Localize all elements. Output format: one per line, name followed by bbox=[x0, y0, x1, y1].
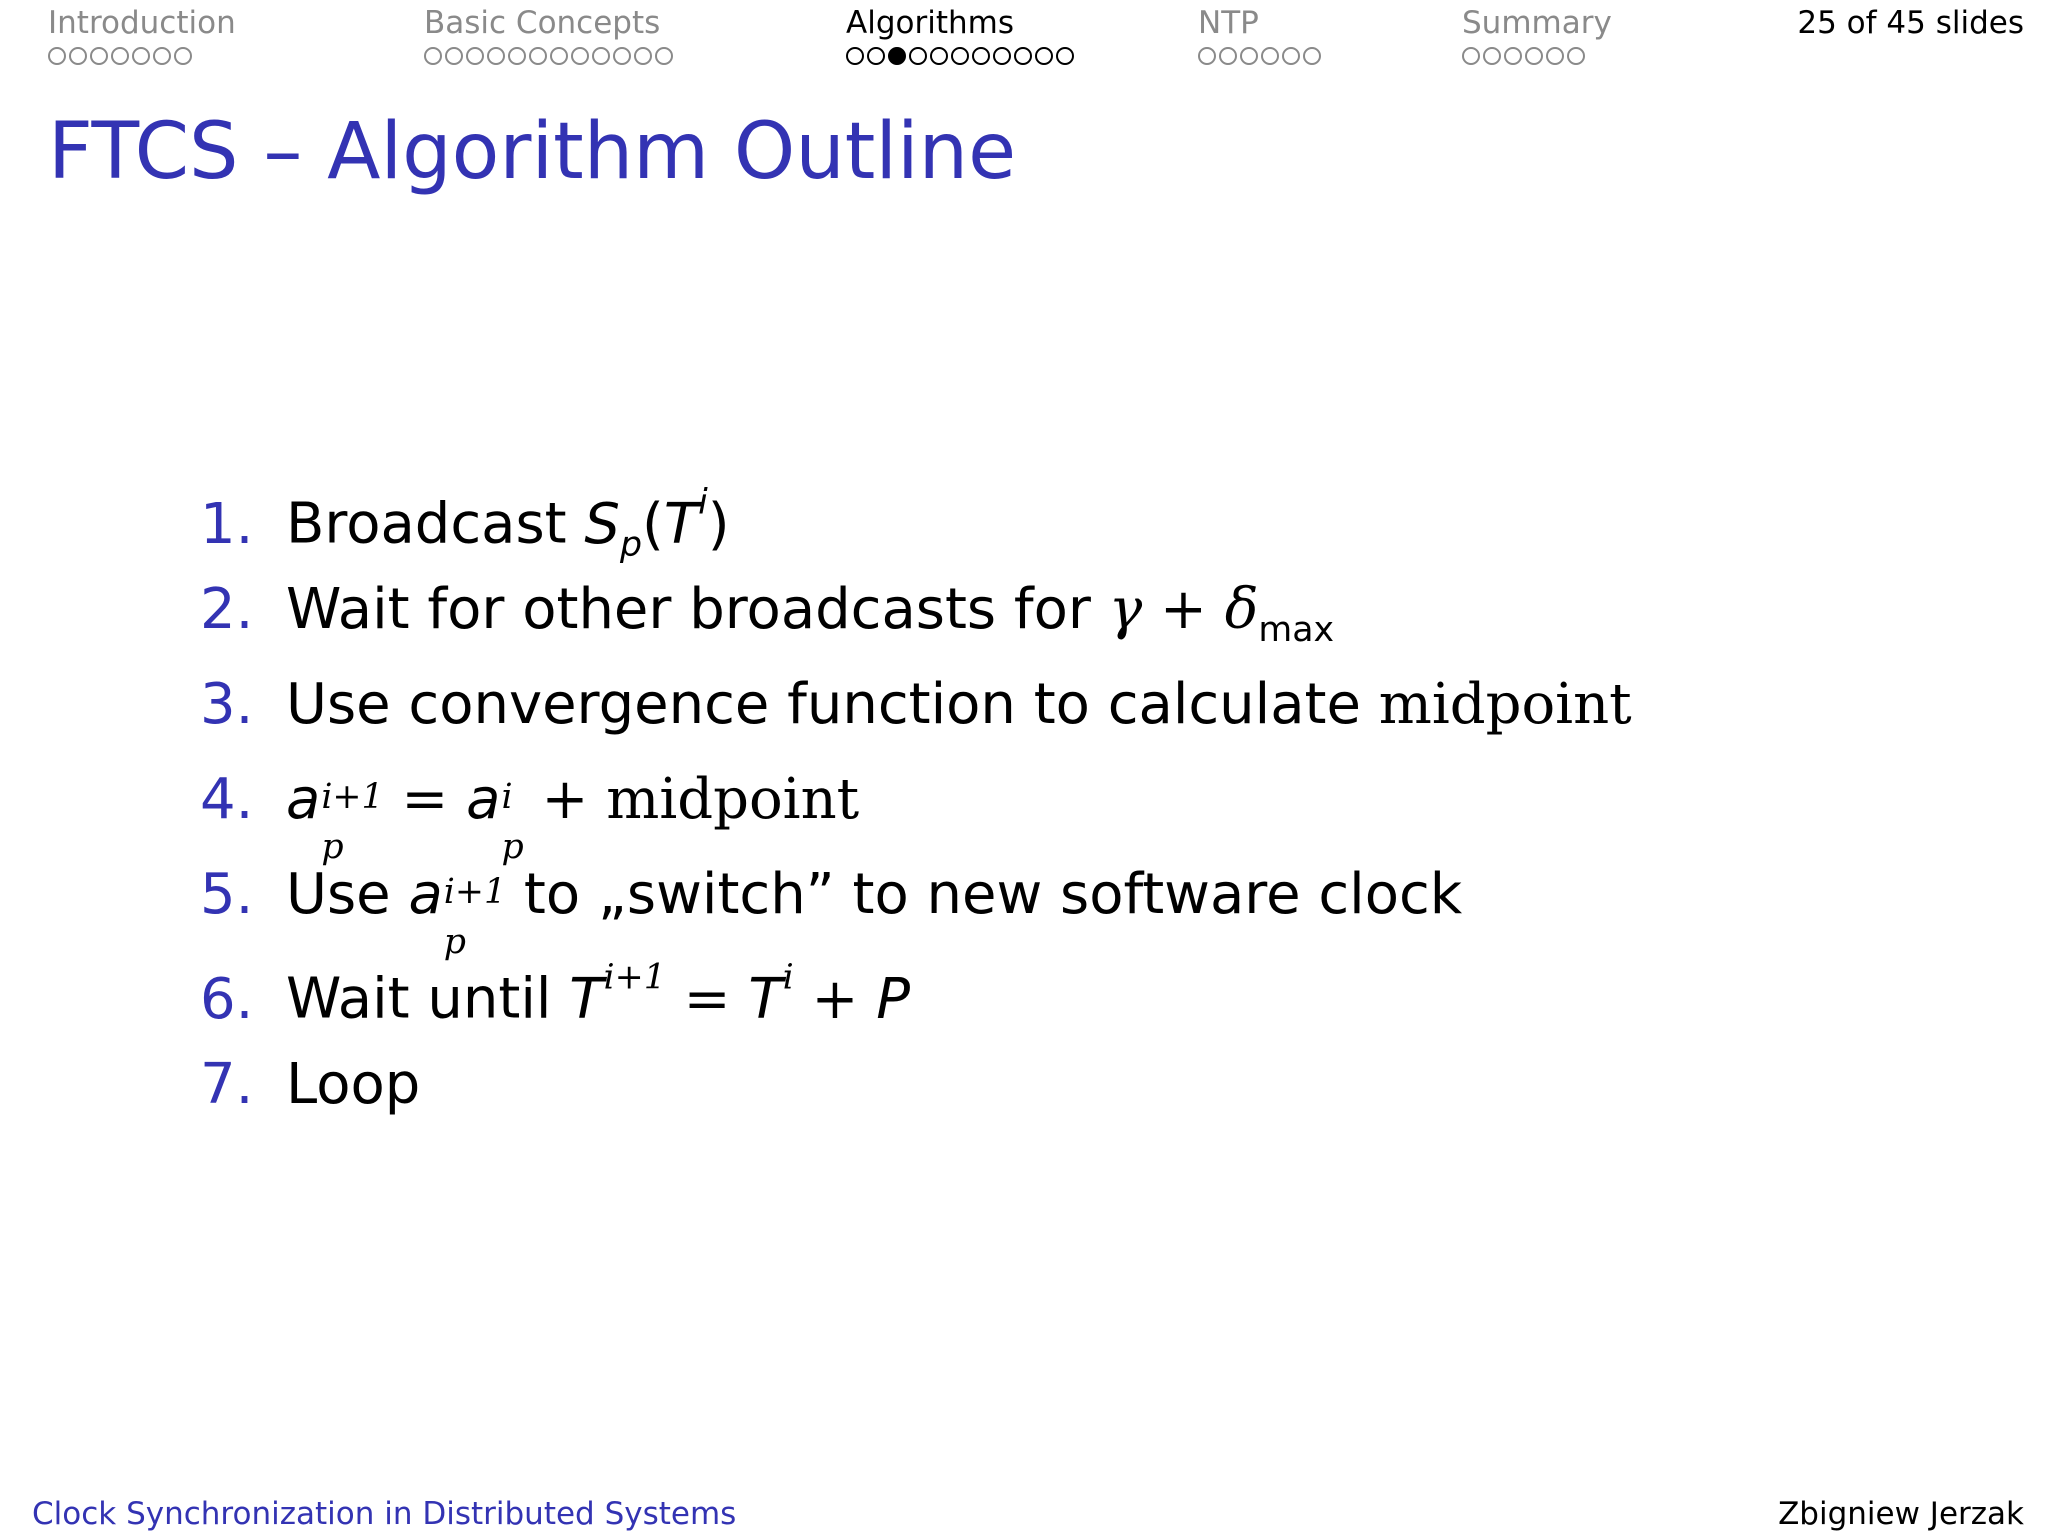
nav-label[interactable]: NTP bbox=[1198, 5, 1259, 41]
step-text: Broadcast $S_p(T^i)$ bbox=[286, 482, 730, 565]
algorithm-steps bbox=[200, 482, 1632, 1147]
step-number: 4. bbox=[200, 767, 254, 832]
nav-slide-dot[interactable] bbox=[1056, 47, 1074, 65]
nav-slide-dot[interactable] bbox=[529, 47, 547, 65]
nav-slide-dot[interactable] bbox=[1035, 47, 1053, 65]
nav-slide-dot[interactable] bbox=[867, 47, 885, 65]
step-7 bbox=[200, 1052, 1632, 1147]
nav-slide-dot[interactable] bbox=[550, 47, 568, 65]
nav-dots bbox=[48, 46, 236, 66]
nav-section-introduction[interactable] bbox=[48, 4, 236, 66]
nav-slide-dot[interactable] bbox=[571, 47, 589, 65]
nav-slide-dot[interactable] bbox=[174, 47, 192, 65]
step-6 bbox=[200, 957, 1632, 1052]
nav-slide-dot[interactable] bbox=[1483, 47, 1501, 65]
step-text: Wait until $T^{i+1} = T^i + P$ bbox=[286, 957, 910, 1032]
nav-dots bbox=[424, 46, 673, 66]
nav-slide-dot[interactable] bbox=[69, 47, 87, 65]
math-expression: a i+1 p bbox=[408, 862, 507, 962]
nav-slide-dot[interactable] bbox=[90, 47, 108, 65]
step-text: Wait for other broadcasts for $\gamma + \delta_{max}$ bbox=[286, 577, 1335, 651]
step-number: 3. bbox=[200, 672, 254, 737]
nav-slide-dot[interactable] bbox=[424, 47, 442, 65]
nav-slide-dot[interactable] bbox=[930, 47, 948, 65]
step-5 bbox=[200, 862, 1632, 962]
nav-slide-dot[interactable] bbox=[592, 47, 610, 65]
math-expression: a i+1 p = a i p + midpoint bbox=[286, 767, 860, 867]
nav-slide-dot[interactable] bbox=[655, 47, 673, 65]
nav-slide-dot[interactable] bbox=[487, 47, 505, 65]
step-number: 1. bbox=[200, 491, 254, 557]
nav-dots bbox=[846, 46, 1074, 66]
nav-slide-dot[interactable] bbox=[466, 47, 484, 65]
nav-label[interactable]: Introduction bbox=[48, 5, 236, 41]
nav-slide-dot[interactable] bbox=[1240, 47, 1258, 65]
nav-slide-dot[interactable] bbox=[909, 47, 927, 65]
step-number: 5. bbox=[200, 862, 254, 927]
navigation-bar bbox=[0, 0, 2048, 80]
math-expression: $S_p(T^i)$ bbox=[584, 482, 730, 565]
nav-dots bbox=[1462, 46, 1612, 66]
nav-slide-dot[interactable] bbox=[1525, 47, 1543, 65]
nav-dots bbox=[1198, 46, 1321, 66]
nav-slide-dot[interactable] bbox=[508, 47, 526, 65]
nav-slide-dot[interactable] bbox=[634, 47, 652, 65]
nav-slide-dot[interactable] bbox=[951, 47, 969, 65]
nav-slide-dot[interactable] bbox=[1303, 47, 1321, 65]
nav-label[interactable]: Summary bbox=[1462, 5, 1612, 41]
nav-slide-dot[interactable] bbox=[1282, 47, 1300, 65]
math-expression: midpoint bbox=[1378, 672, 1632, 737]
nav-slide-dot[interactable] bbox=[1546, 47, 1564, 65]
nav-slide-dot[interactable] bbox=[613, 47, 631, 65]
step-number: 7. bbox=[200, 1052, 254, 1117]
nav-slide-dot[interactable] bbox=[846, 47, 864, 65]
step-text: Loop bbox=[286, 1052, 421, 1117]
slide-title: FTCS – Algorithm Outline bbox=[48, 107, 1017, 197]
nav-slide-dot[interactable] bbox=[1198, 47, 1216, 65]
nav-slide-dot[interactable] bbox=[111, 47, 129, 65]
math-expression: $T^{i+1} = T^i + P$ bbox=[569, 957, 910, 1032]
nav-slide-dot[interactable] bbox=[1567, 47, 1585, 65]
slide-counter: 25 of 45 slides bbox=[1797, 5, 2024, 41]
nav-slide-dot[interactable] bbox=[132, 47, 150, 65]
nav-slide-dot[interactable] bbox=[445, 47, 463, 65]
step-text: Use convergence function to calculate midpoint bbox=[286, 672, 1632, 737]
nav-slide-dot[interactable] bbox=[48, 47, 66, 65]
nav-section-algorithms[interactable] bbox=[846, 4, 1074, 66]
nav-slide-dot[interactable] bbox=[1014, 47, 1032, 65]
step-2 bbox=[200, 577, 1632, 672]
step-4 bbox=[200, 767, 1632, 867]
nav-slide-dot[interactable] bbox=[153, 47, 171, 65]
nav-slide-dot[interactable] bbox=[972, 47, 990, 65]
nav-section-basic-concepts[interactable] bbox=[424, 4, 673, 66]
step-1 bbox=[200, 482, 1632, 577]
nav-slide-dot[interactable] bbox=[1261, 47, 1279, 65]
step-text bbox=[286, 767, 860, 867]
step-number: 6. bbox=[200, 966, 254, 1032]
nav-slide-dot[interactable] bbox=[1504, 47, 1522, 65]
nav-section-ntp[interactable] bbox=[1198, 4, 1321, 66]
nav-slide-dot[interactable] bbox=[888, 47, 906, 65]
nav-slide-dot[interactable] bbox=[1219, 47, 1237, 65]
footer-title: Clock Synchronization in Distributed Systems bbox=[32, 1496, 737, 1532]
nav-slide-dot[interactable] bbox=[1462, 47, 1480, 65]
math-expression: $\gamma + \delta_{max}$ bbox=[1108, 577, 1335, 651]
step-3 bbox=[200, 672, 1632, 767]
nav-section-summary[interactable] bbox=[1462, 4, 1612, 66]
step-text: Use a i+1 p to „switch” to new software clock bbox=[286, 862, 1463, 962]
nav-slide-dot[interactable] bbox=[993, 47, 1011, 65]
nav-label[interactable]: Basic Concepts bbox=[424, 5, 661, 41]
step-number: 2. bbox=[200, 577, 254, 642]
nav-label[interactable]: Algorithms bbox=[846, 5, 1014, 41]
footer-author: Zbigniew Jerzak bbox=[1778, 1496, 2024, 1532]
